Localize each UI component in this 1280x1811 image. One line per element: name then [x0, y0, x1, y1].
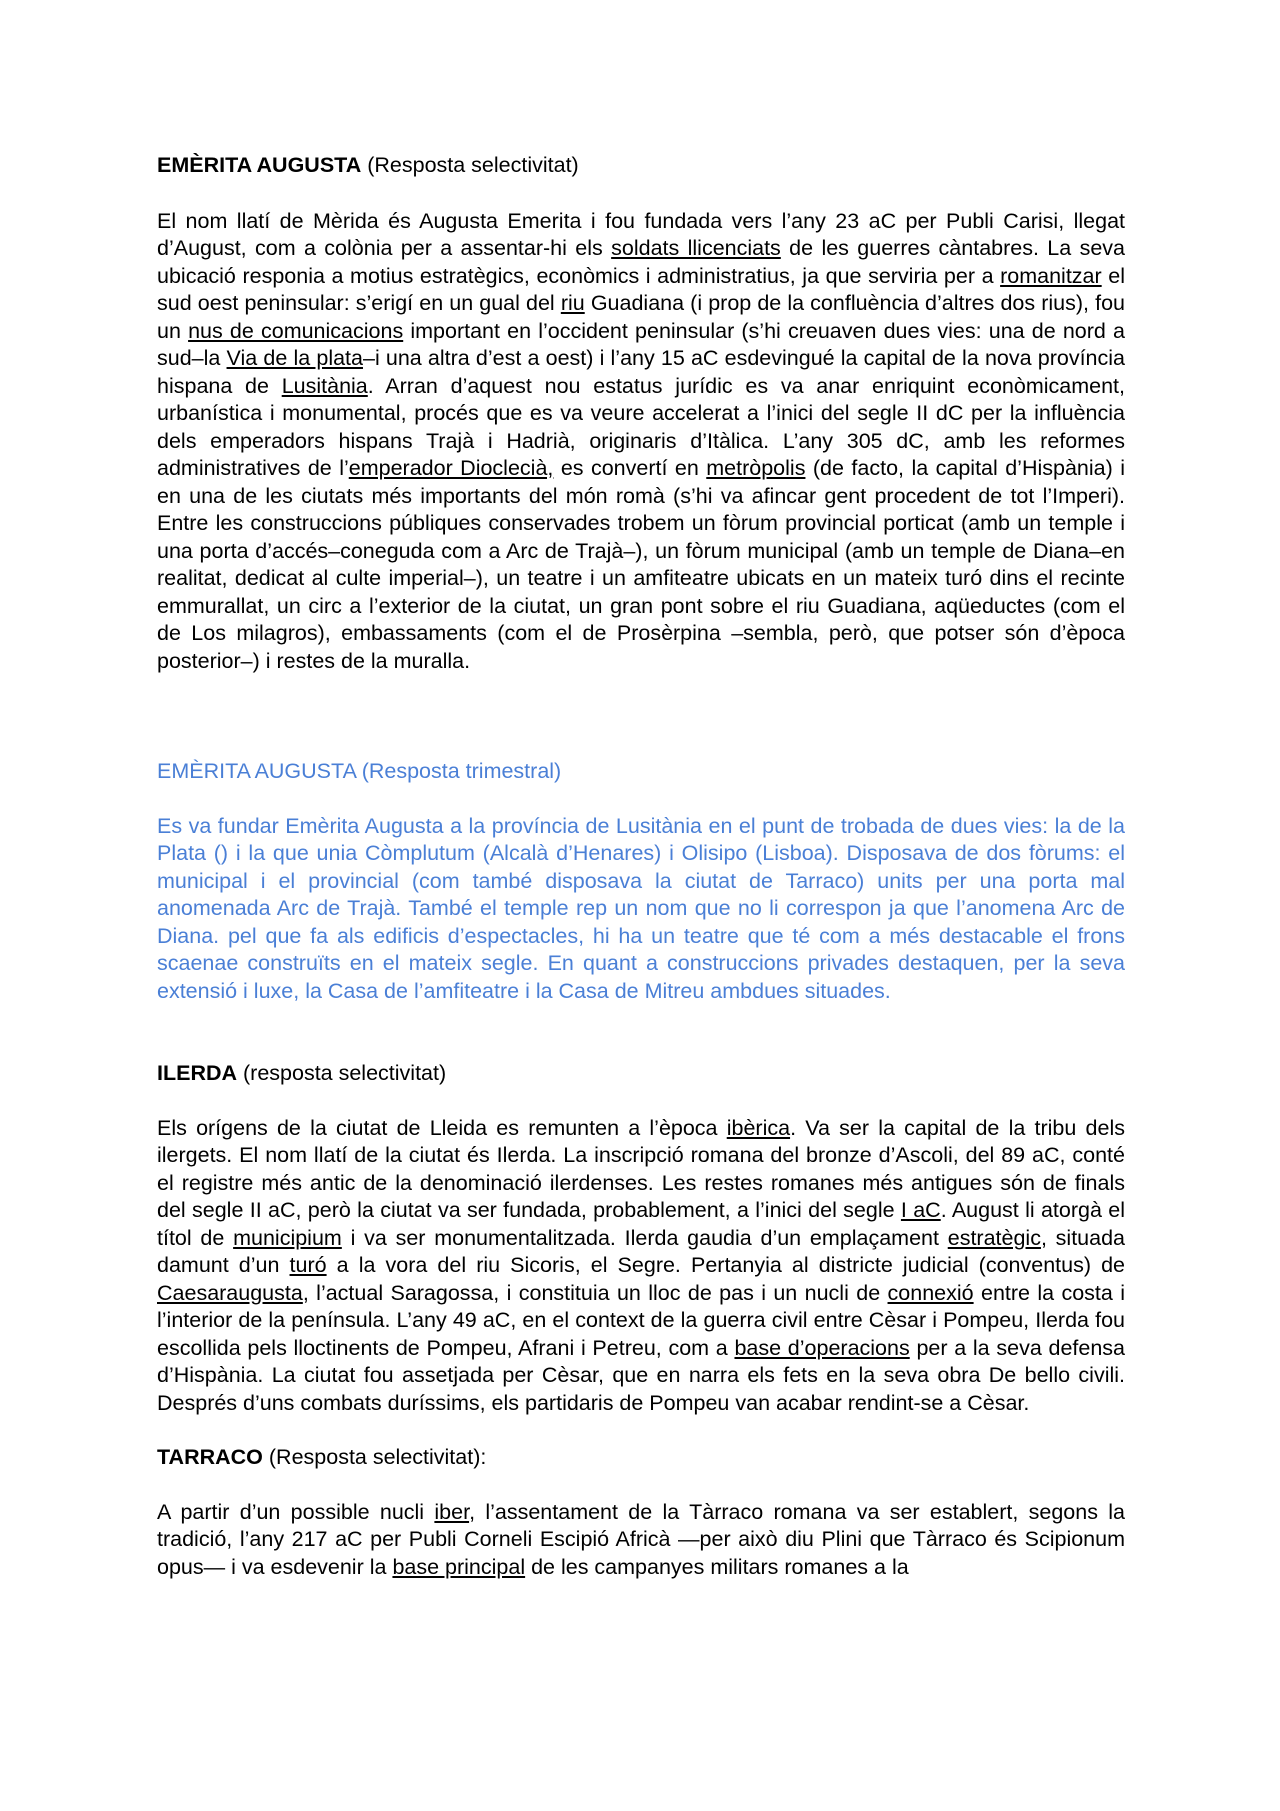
underlined-term: Via de la plata — [226, 346, 363, 370]
heading-bold: TARRACO — [157, 1445, 263, 1469]
underlined-term: connexió — [887, 1280, 974, 1305]
paragraph-tarraco: A partir d’un possible nucli iber, l’assentament de la Tàrraco romana va ser establert, segons la tradició, l’any 217 aC per Publi Corneli Escipió Africà —per això diu Plini que Tàrraco és Scipionum opus— i va esdevenir la base principal de les campanyes militars romanes a la — [157, 1499, 1125, 1579]
underlined-term: I aC — [900, 1198, 941, 1222]
underlined-term: iber — [434, 1499, 470, 1524]
document-page — [157, 152, 1125, 1581]
underlined-term: Lusitània — [281, 373, 368, 398]
underlined-term: romanitzar — [1000, 263, 1102, 288]
heading-rest: (Resposta selectivitat): — [262, 1445, 487, 1469]
underlined-term: emperador Dioclecià, — [348, 456, 554, 480]
underlined-term: soldats llicenciats — [611, 236, 781, 260]
heading-rest: (resposta selectivitat) — [237, 1061, 447, 1085]
section-heading-tarraco — [157, 1444, 1125, 1472]
section-heading-ilerda — [157, 1060, 1125, 1088]
underlined-term: base principal — [392, 1554, 526, 1579]
underlined-term: turó — [289, 1253, 327, 1277]
underlined-term: Caesaraugusta — [157, 1280, 303, 1305]
heading-bold: EMÈRITA AUGUSTA — [157, 153, 362, 177]
underlined-term: base d’operacions — [734, 1335, 910, 1360]
paragraph-emerita-selectivitat: El nom llatí de Mèrida és Augusta Emerita i fou fundada vers l’any 23 aC per Publi Carisi, llegat d’August, com a colònia per a assentar-hi els soldats llicenciats de les guerres càntabres. La seva ubicació responia a motius estratègics, econòmics i administratius, ja que serviria per a romanitzar el sud oest peninsular: s’erigí en un gual del riu Guadiana (i prop de la confluència d’altres dos rius), fou un nus de comunicacions important en l’occident peninsular (s’hi creuaven dues vies: una de nord a sud–la Via de la plata–i una altra d’est a oest) i l’any 15 aC esdevingué la capital de la nova província hispana de Lusitània. Arran d’aquest nou estatus jurídic es va anar enriquint econòmicament, urbanística i monumental, procés que es va veure accelerat a l’inici del segle II dC per la influència dels emperadors hispans Trajà i Hadrià, originaris d’Itàlica. L’any 305 dC, amb les reformes administratives de l’emperador Dioclecià, es convertí en metròpolis (de facto, la capital d’Hispània) i en una de les ciutats més importants del món romà (s’hi va afincar gent procedent de tot l’Imperi). Entre les construccions públiques conservades trobem un fòrum provincial porticat (amb un temple i una porta d’accés–coneguda com a Arc de Trajà–), un fòrum municipal (amb un temple de Diana–en realitat, dedicat al culte imperial–), un teatre i un amfiteatre ubicats en un mateix turó dins el recinte emmurallat, un circ a l’exterior de la ciutat, un gran pont sobre el riu Guadiana, aqüeductes (com el de Los milagros), embassaments (com el de Prosèrpina –sembla, però, que potser són d’època posterior–) i restes de la muralla. — [157, 208, 1126, 673]
paragraph-emerita-trimestral: Es va fundar Emèrita Augusta a la província de Lusitània en el punt de trobada de dues vies: la de la Plata () i la que unia Còmplutum (Alcalà d’Henares) i Olisipo (Lisboa). Disposava de dos fòrums: el municipal i el provincial (com també disposava la ciutat de Tarraco) units per una porta mal anomenada Arc de Trajà. També el temple rep un nom que no li correspon ja que l’anomena Arc de Diana. pel que fa als edificis d’espectacles, hi ha un teatre que té com a més destacable el frons scaenae construïts en el mateix segle. En quant a construccions privades destaquen, per la seva extensió i luxe, la Casa de l’amfiteatre i la Casa de Mitreu ambdues situades. — [157, 813, 1125, 1003]
underlined-term: metròpolis — [706, 456, 806, 480]
underlined-term: riu — [560, 291, 585, 315]
underlined-term: municipium — [233, 1225, 342, 1250]
section-heading-emerita-selectivitat — [157, 152, 1125, 180]
section-heading-emerita-trimestral: EMÈRITA AUGUSTA (Resposta trimestral) — [157, 759, 562, 783]
underlined-term: estratègic — [947, 1225, 1041, 1250]
heading-rest: (Resposta selectivitat) — [361, 153, 579, 177]
underlined-term: ibèrica — [726, 1115, 791, 1140]
underlined-term: nus de comunicacions — [188, 318, 404, 343]
paragraph-ilerda: Els orígens de la ciutat de Lleida es remunten a l’època ibèrica. Va ser la capital de la tribu dels ilergets. El nom llatí de la ciutat és Ilerda. La inscripció romana del bronze d’Ascoli, del 89 aC, conté el registre més antic de la denominació ilerdenses. Les restes romanes més antigues són de finals del segle II aC, però la ciutat va ser fundada, probablement, a l’inici del segle I aC. August li atorgà el títol de municipium i va ser monumentalitzada. Ilerda gaudia d’un emplaçament estratègic, situada damunt d’un turó a la vora del riu Sicoris, el Segre. Pertanyia al districte judicial (conventus) de Caesaraugusta, l’actual Saragossa, i constituia un lloc de pas i un nucli de connexió entre la costa i l’interior de la península. L’any 49 aC, en el context de la guerra civil entre Cèsar i Pompeu, Ilerda fou escollida pels lloctinents de Pompeu, Afrani i Petreu, com a base d’operacions per a la seva defensa d’Hispània. La ciutat fou assetjada per Cèsar, que en narra els fets en la seva obra De bello civili. Després d’uns combats duríssims, els partidaris de Pompeu van acabar rendint-se a Cèsar. — [157, 1115, 1126, 1415]
heading-bold: ILERDA — [157, 1061, 238, 1085]
